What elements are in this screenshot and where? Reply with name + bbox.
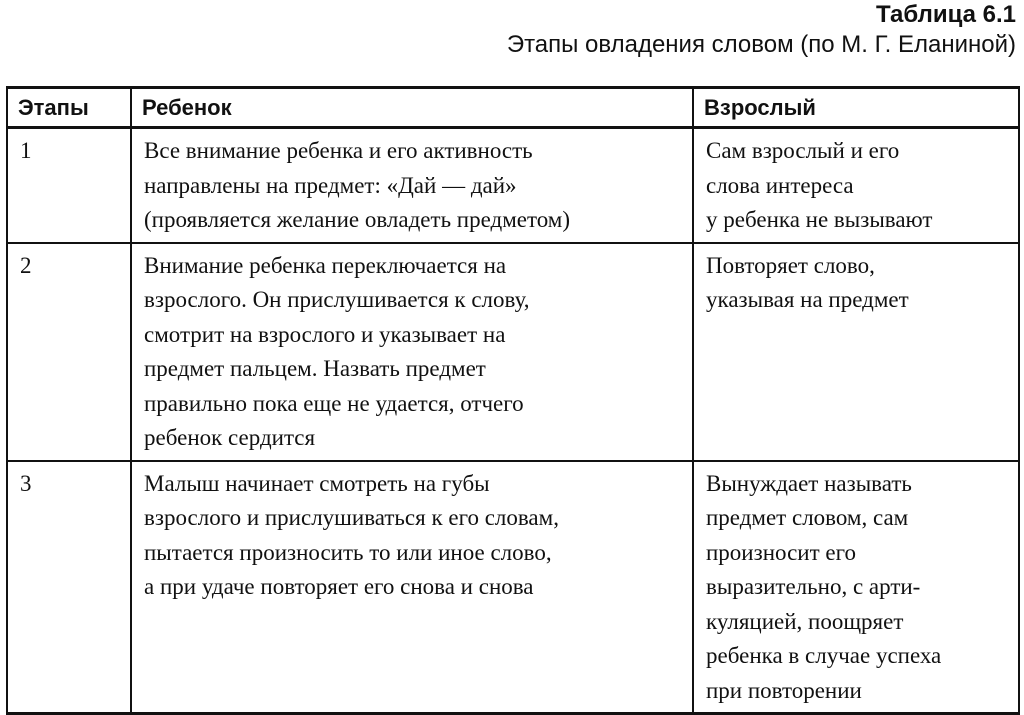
stage-cell xyxy=(7,243,131,461)
child-text-line: ребенок сердится xyxy=(144,425,316,450)
stage-cell xyxy=(7,461,131,714)
stage-number: 3 xyxy=(20,470,32,496)
child-text-line: пытается произносить то или иное слово, xyxy=(144,539,552,565)
child-text-line: (проявляется желание овладеть предметом) xyxy=(144,207,571,232)
adult-text-line: Сам взрослый и его xyxy=(706,138,900,163)
child-text-line: а при удаче повторяет его снова и снова xyxy=(144,574,534,599)
child-text-line: правильно пока еще не удается, отчего xyxy=(144,390,524,416)
adult-text-line: Вынуждает называть xyxy=(706,470,912,496)
child-cell xyxy=(131,128,693,243)
child-text-line: предмет пальцем. Назвать предмет xyxy=(144,356,486,381)
header-stages: Этапы xyxy=(7,88,131,128)
header-row xyxy=(7,88,1019,128)
adult-text-line: куляцией, поощряет xyxy=(706,608,904,634)
stage-number: 2 xyxy=(20,252,32,278)
child-text-line: направлены на предмет: «Дай — дай» xyxy=(144,172,517,198)
table-caption xyxy=(507,0,1016,60)
adult-text-line: выразительно, с арти- xyxy=(706,574,921,599)
child-text-line: смотрит на взрослого и указывает на xyxy=(144,321,506,347)
table-row xyxy=(7,461,1019,714)
child-text-line: взрослого. Он прислушивается к слову, xyxy=(144,287,530,312)
stage-cell xyxy=(7,128,131,243)
adult-text-line: произносит его xyxy=(706,539,856,565)
adult-text-line: ребенка в случае успеха xyxy=(706,643,942,668)
child-text-line: Малыш начинает смотреть на губы xyxy=(144,470,490,496)
adult-cell xyxy=(693,243,1019,461)
stage-number: 1 xyxy=(20,138,32,163)
adult-text-line: слова интереса xyxy=(706,172,854,198)
child-cell xyxy=(131,461,693,714)
table-number: Таблица 6.1 xyxy=(875,1,1016,28)
child-text-line: Все внимание ребенка и его активность xyxy=(144,138,533,163)
header-child: Ребенок xyxy=(131,88,693,128)
adult-cell xyxy=(693,128,1019,243)
adult-text-line: указывая на предмет xyxy=(706,287,909,312)
adult-text-line: при повторении xyxy=(706,677,862,703)
child-text-line: взрослого и прислушиваться к его словам, xyxy=(144,505,559,530)
child-cell xyxy=(131,243,693,461)
adult-cell xyxy=(693,461,1019,714)
table-title: Этапы овладения словом (по М. Г. Еланиной) xyxy=(506,31,1016,58)
stages-table xyxy=(6,86,1020,715)
table-row xyxy=(7,128,1019,243)
header-adult: Взрослый xyxy=(693,88,1019,128)
child-text-line: Внимание ребенка переключается на xyxy=(144,252,507,278)
adult-text-line: Повторяет слово, xyxy=(706,252,875,278)
adult-text-line: предмет словом, сам xyxy=(706,505,909,530)
table-row xyxy=(7,243,1019,461)
adult-text-line: у ребенка не вызывают xyxy=(706,207,933,232)
